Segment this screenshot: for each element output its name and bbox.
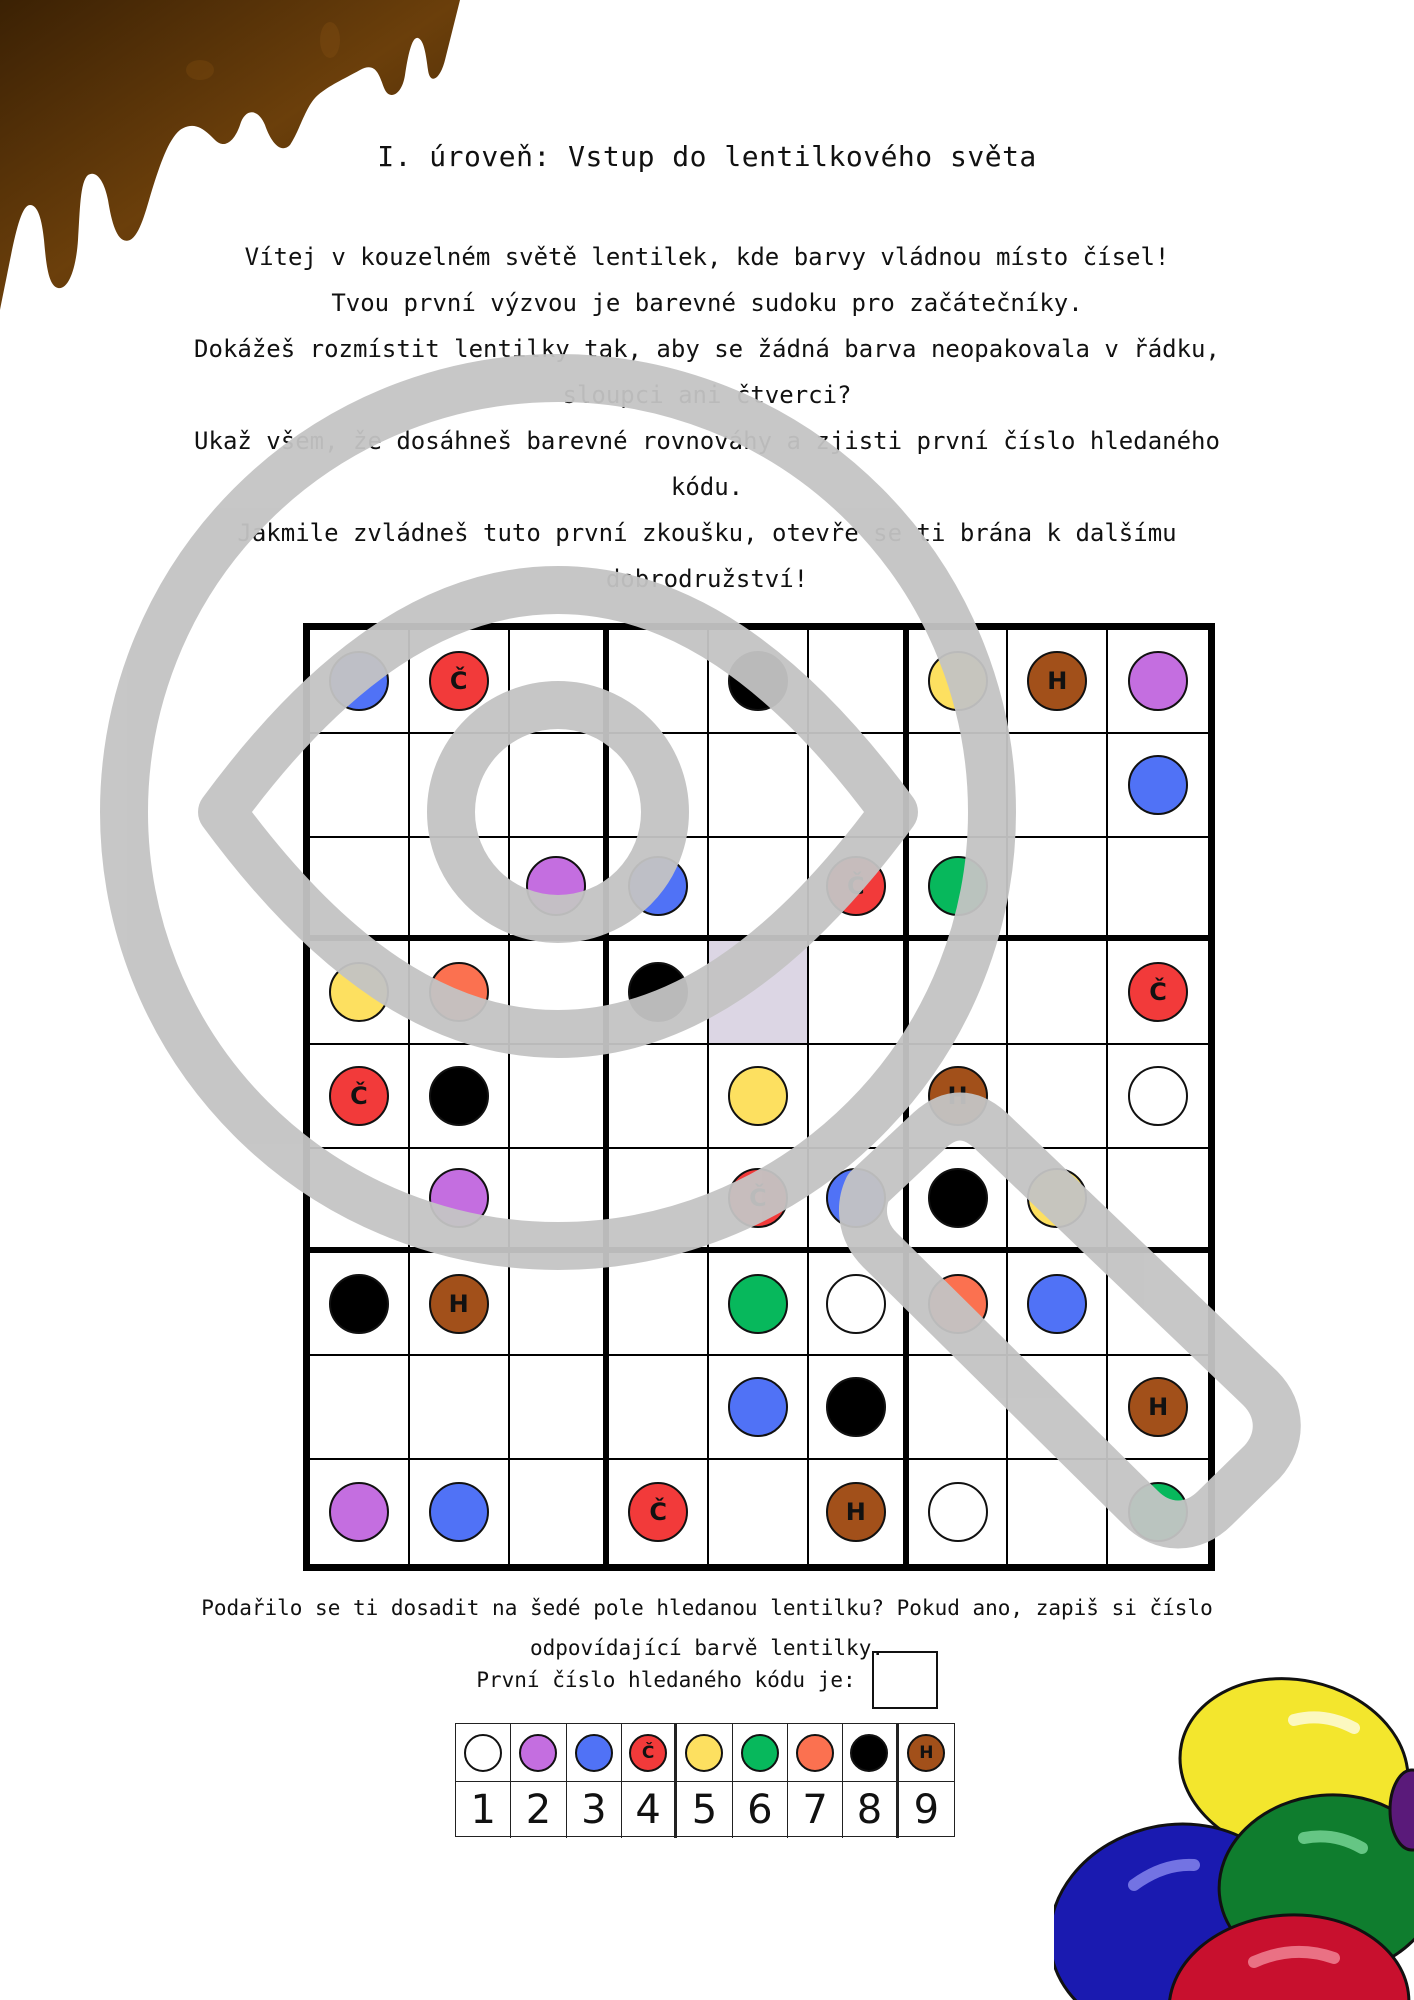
candy-red: Č (1128, 962, 1188, 1022)
sudoku-cell[interactable] (809, 1460, 909, 1564)
sudoku-board (303, 623, 1215, 1571)
sudoku-cell[interactable] (609, 1149, 709, 1253)
sudoku-cell[interactable] (410, 630, 510, 734)
legend-number: 7 (802, 1787, 828, 1833)
candy-brown: H (1128, 1377, 1188, 1437)
sudoku-cell[interactable] (609, 1356, 709, 1460)
legend-number-cell (843, 1782, 898, 1838)
target-cell[interactable] (709, 941, 809, 1045)
candy-orange (429, 962, 489, 1022)
answer-label: První číslo hledaného kódu je: (476, 1668, 856, 1692)
sudoku-cell[interactable] (1108, 838, 1208, 942)
sudoku-cell[interactable] (1108, 630, 1208, 734)
sudoku-cell[interactable] (1008, 1149, 1108, 1253)
sudoku-cell[interactable] (410, 941, 510, 1045)
sudoku-cell[interactable] (809, 630, 909, 734)
legend-candy-orange (796, 1734, 834, 1772)
candy-red: Č (826, 856, 886, 916)
sudoku-cell[interactable] (609, 1460, 709, 1564)
sudoku-cell[interactable] (310, 1045, 410, 1149)
legend-number: 6 (747, 1787, 773, 1833)
sudoku-cell[interactable] (1008, 1460, 1108, 1564)
sudoku-cell[interactable] (410, 1460, 510, 1564)
sudoku-cell[interactable] (1008, 838, 1108, 942)
sudoku-cell[interactable] (809, 1149, 909, 1253)
candy-blue (429, 1482, 489, 1542)
legend-candy-purple (519, 1734, 557, 1772)
sudoku-cell[interactable] (310, 941, 410, 1045)
legend-candy-black (850, 1734, 888, 1772)
sudoku-cell[interactable] (909, 734, 1009, 838)
sudoku-cell[interactable] (709, 1356, 809, 1460)
sudoku-cell[interactable] (510, 1149, 610, 1253)
legend-number-cell (733, 1782, 788, 1838)
candy-blue (1027, 1274, 1087, 1334)
candy-black (826, 1377, 886, 1437)
legend-number-cell (456, 1782, 511, 1838)
candy-black (928, 1168, 988, 1228)
candy-black (329, 1274, 389, 1334)
legend-swatch (456, 1724, 511, 1782)
sudoku-cell[interactable] (709, 1253, 809, 1357)
color-legend (455, 1723, 955, 1837)
sudoku-cell[interactable] (310, 838, 410, 942)
legend-number: 5 (691, 1787, 718, 1833)
legend-candy-yellow (685, 1734, 723, 1772)
sudoku-cell[interactable] (410, 1253, 510, 1357)
sudoku-cell[interactable] (310, 1149, 410, 1253)
legend-number: 3 (581, 1787, 607, 1833)
sudoku-cell[interactable] (809, 838, 909, 942)
intro-line: Jakmile zvládneš tuto první zkoušku, otevře se ti brána k dalšímu (237, 519, 1177, 547)
sudoku-cell[interactable] (1008, 630, 1108, 734)
sudoku-cell[interactable] (310, 1356, 410, 1460)
candy-blue (1128, 755, 1188, 815)
instruction-line: Podařilo se ti dosadit na šedé pole hledanou lentilku? Pokud ano, zapiš si číslo (201, 1596, 1213, 1620)
answer-box[interactable] (872, 1651, 938, 1709)
sudoku-cell[interactable] (809, 1253, 909, 1357)
legend-swatch (843, 1724, 898, 1782)
sudoku-cell[interactable] (1008, 1253, 1108, 1357)
sudoku-cell[interactable] (709, 1149, 809, 1253)
sudoku-cell[interactable] (809, 941, 909, 1045)
sudoku-cell[interactable] (1008, 941, 1108, 1045)
instruction-line: odpovídající barvě lentilky. (529, 1636, 884, 1660)
candy-purple (329, 1482, 389, 1542)
sudoku-cell[interactable] (909, 630, 1009, 734)
sudoku-cell[interactable] (909, 1149, 1009, 1253)
sudoku-cell[interactable] (410, 1045, 510, 1149)
intro-line: kódu. (670, 473, 744, 501)
candy-green (1128, 1482, 1188, 1542)
sudoku-cell[interactable] (1108, 1460, 1208, 1564)
sudoku-cell[interactable] (410, 734, 510, 838)
sudoku-cell[interactable] (1108, 1045, 1208, 1149)
candy-yellow (329, 962, 389, 1022)
sudoku-cell[interactable] (609, 1253, 709, 1357)
candy-white (1128, 1066, 1188, 1126)
legend-swatch (567, 1724, 622, 1782)
sudoku-cell[interactable] (609, 838, 709, 942)
legend-candy-white (464, 1734, 502, 1772)
sudoku-cell[interactable] (510, 1045, 610, 1149)
legend-swatch (788, 1724, 843, 1782)
candy-brown: H (928, 1066, 988, 1126)
candy-white (826, 1274, 886, 1334)
sudoku-cell[interactable] (1108, 1149, 1208, 1253)
sudoku-cell[interactable] (609, 941, 709, 1045)
sudoku-cell[interactable] (410, 1149, 510, 1253)
sudoku-cell[interactable] (510, 838, 610, 942)
legend-number: 2 (525, 1787, 552, 1833)
legend-candy-blue (575, 1734, 613, 1772)
candy-green (928, 856, 988, 916)
legend-number: 1 (470, 1787, 496, 1833)
candy-green (728, 1274, 788, 1334)
intro-line: Tvou první výzvou je barevné sudoku pro začátečníky. (331, 289, 1083, 317)
sudoku-cell[interactable] (510, 630, 610, 734)
legend-swatch (511, 1724, 566, 1782)
candy-red: Č (628, 1482, 688, 1542)
legend-swatch (733, 1724, 788, 1782)
legend-number-cell (899, 1782, 954, 1838)
legend-number-cell (622, 1782, 677, 1838)
sudoku-cell[interactable] (310, 1460, 410, 1564)
candy-black (728, 651, 788, 711)
sudoku-cell[interactable] (310, 734, 410, 838)
legend-number-cell (567, 1782, 622, 1838)
sudoku-cell[interactable] (310, 1253, 410, 1357)
intro-line: Dokážeš rozmístit lentilky tak, aby se žádná barva neopakovala v řádku, (194, 335, 1220, 363)
legend-swatch (622, 1724, 677, 1782)
candy-black (429, 1066, 489, 1126)
sudoku-cell[interactable] (709, 1460, 809, 1564)
legend-number-cell (511, 1782, 566, 1838)
candy-yellow (1027, 1168, 1087, 1228)
legend-candy-brown: H (907, 1734, 945, 1772)
sudoku-cell[interactable] (909, 838, 1009, 942)
sudoku-cell[interactable] (809, 1356, 909, 1460)
sudoku-cell[interactable] (1108, 941, 1208, 1045)
sudoku-cell[interactable] (709, 838, 809, 942)
page-title: I. úroveň: Vstup do lentilkového světa (377, 140, 1037, 173)
candy-brown: H (429, 1274, 489, 1334)
legend-number-cell (788, 1782, 843, 1838)
sudoku-cell[interactable] (909, 941, 1009, 1045)
intro-text (160, 234, 1254, 602)
candy-blue (826, 1168, 886, 1228)
sudoku-cell[interactable] (809, 1045, 909, 1149)
sudoku-cell[interactable] (510, 1460, 610, 1564)
legend-swatch (899, 1724, 954, 1782)
candy-purple (526, 856, 586, 916)
candy-orange (928, 1274, 988, 1334)
candy-yellow (928, 651, 988, 711)
sudoku-cell[interactable] (909, 1356, 1009, 1460)
candy-yellow (728, 1066, 788, 1126)
sudoku-cell[interactable] (510, 734, 610, 838)
sudoku-cell[interactable] (1008, 734, 1108, 838)
sudoku-cell[interactable] (609, 630, 709, 734)
candy-blue (329, 651, 389, 711)
sudoku-cell[interactable] (609, 734, 709, 838)
sudoku-cell[interactable] (510, 1356, 610, 1460)
sudoku-cell[interactable] (1108, 1356, 1208, 1460)
legend-swatch (677, 1724, 732, 1782)
legend-candy-red: Č (629, 1734, 667, 1772)
legend-number: 8 (856, 1787, 883, 1833)
sudoku-cell[interactable] (410, 838, 510, 942)
sudoku-cell[interactable] (709, 1045, 809, 1149)
intro-line: dobrodružství! (605, 565, 809, 593)
sudoku-cell[interactable] (1108, 1253, 1208, 1357)
sudoku-cell[interactable] (909, 1253, 1009, 1357)
legend-number: 4 (635, 1787, 661, 1833)
candy-red: Č (429, 651, 489, 711)
sudoku-cell[interactable] (909, 1460, 1009, 1564)
sudoku-cell[interactable] (310, 630, 410, 734)
sudoku-cell[interactable] (709, 630, 809, 734)
sudoku-cell[interactable] (609, 1045, 709, 1149)
intro-line: Ukaž všem, že dosáhneš barevné rovnováhy a zjisti první číslo hledaného (194, 427, 1220, 455)
sudoku-cell[interactable] (909, 1045, 1009, 1149)
intro-line: Vítej v kouzelném světě lentilek, kde barvy vládnou místo čísel! (244, 243, 1170, 271)
jelly-beans-decoration (1054, 1660, 1414, 2000)
legend-number: 9 (913, 1787, 940, 1833)
candy-red: Č (728, 1168, 788, 1228)
sudoku-cell[interactable] (1108, 734, 1208, 838)
candy-purple (429, 1168, 489, 1228)
sudoku-cell[interactable] (410, 1356, 510, 1460)
intro-line: sloupci ani čtverci? (562, 381, 852, 409)
sudoku-cell[interactable] (510, 1253, 610, 1357)
candy-black (628, 962, 688, 1022)
candy-white (928, 1482, 988, 1542)
sudoku-cell[interactable] (510, 941, 610, 1045)
candy-red: Č (329, 1066, 389, 1126)
candy-purple (1128, 651, 1188, 711)
candy-blue (728, 1377, 788, 1437)
sudoku-cell[interactable] (1008, 1045, 1108, 1149)
legend-number-cell (677, 1782, 732, 1838)
candy-brown: H (826, 1482, 886, 1542)
candy-blue (628, 856, 688, 916)
sudoku-cell[interactable] (1008, 1356, 1108, 1460)
sudoku-cell[interactable] (809, 734, 909, 838)
candy-brown: H (1027, 651, 1087, 711)
legend-candy-green (741, 1734, 779, 1772)
sudoku-cell[interactable] (709, 734, 809, 838)
